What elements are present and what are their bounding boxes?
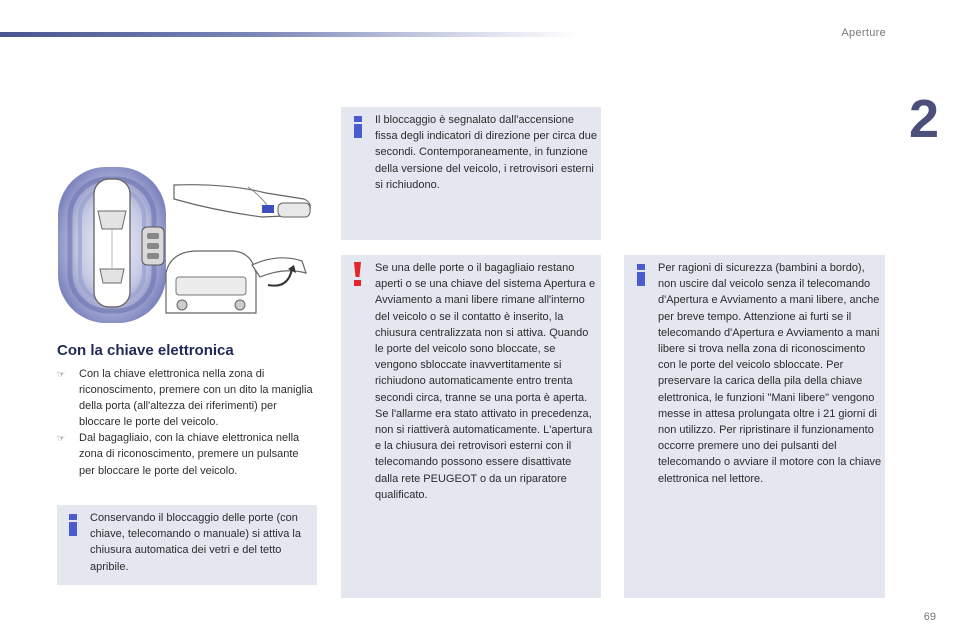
pointing-finger-icon: ☞: [57, 433, 66, 444]
info-icon: [67, 514, 79, 536]
header-gradient-bar: [0, 32, 580, 37]
section-title: Aperture: [841, 27, 886, 39]
info-box-text: Il bloccaggio è segnalato dall'accensione fissa degli indicatori di direzione per circa due secondi. Contemporaneamente, in funzione della versione del veicolo, i retrovisori esterni si richiudono.: [375, 114, 597, 191]
list-item: [57, 430, 315, 478]
list-item-text: Dal bagagliaio, con la chiave elettronica nella zona di riconoscimento, premere un pulsante per bloccare le porte del veicolo.: [79, 432, 300, 477]
key-fob-graphic: [142, 227, 164, 265]
page-number: 69: [923, 611, 936, 623]
car-rear-trunk-graphic: [166, 251, 256, 313]
instruction-list: [57, 366, 315, 479]
info-icon: [352, 116, 364, 138]
list-item: [57, 366, 315, 430]
section-heading: Con la chiave elettronica: [57, 342, 234, 359]
trunk-button-graphic: [252, 258, 306, 286]
pointing-finger-icon: ☞: [57, 369, 66, 379]
chapter-number: 2: [908, 89, 940, 149]
list-item-text: Con la chiave elettronica nella zona di riconoscimento, premere con un dito la maniglia della porta (all'altezza dei riferimenti) per bloccare le porte del veicolo.: [79, 368, 313, 429]
car-top-view-graphic: [94, 179, 130, 307]
info-box-text: Conservando il bloccaggio delle porte (con chiave, telecomando o manuale) si attiva la chiusura automatica dei vetri e del tetto apribile.: [90, 512, 301, 573]
info-icon: [635, 264, 647, 286]
warning-exclamation-icon: [351, 262, 363, 286]
keyless-entry-illustration: [56, 165, 318, 325]
warning-box-text: Se una delle porte o il bagagliaio restano aperti o se una chiave del sistema Apertura e Avviamento a mani libere rimane all'interno del veicolo o se il contatto è inserito, la chiusura centralizzata non si attiva. Quando le porte del veicolo sono bloccate, se vengono sbloccate inavvertitamente si richiudono automaticamente entro trenta secondi circa, tranne se una porta è aperta. Se l'allarme era stato attivato in precedenza, non si riattiverà automaticamente. L'apertura e la chiusura dei retrovisori esterni con il telecomando possono essere disattivate dalla rete PEUGEOT o da un riparatore qualificato.: [375, 262, 596, 501]
door-handle-graphic: [174, 185, 310, 217]
info-box-text: Per ragioni di sicurezza (bambini a bordo), non uscire dal veicolo senza il telecomando d'Apertura e Avviamento a mani libere, anche per breve tempo. Attenzione ai furti se il telecomando d'Apertura e Avviamento a mani libere si trova nella zona di riconoscimento con le porte del veicolo sbloccate. Per preservare la carica della pila della chiave elettronica, le funzioni "Mani libere" vengono messe in attesa prolungata oltre i 21 giorni di non utilizzo. Per ripristinare il funzionamento occorre premere uno dei pulsanti del telecomando o avviare il motore con la chiave elettronica nel lettore.: [658, 262, 882, 485]
